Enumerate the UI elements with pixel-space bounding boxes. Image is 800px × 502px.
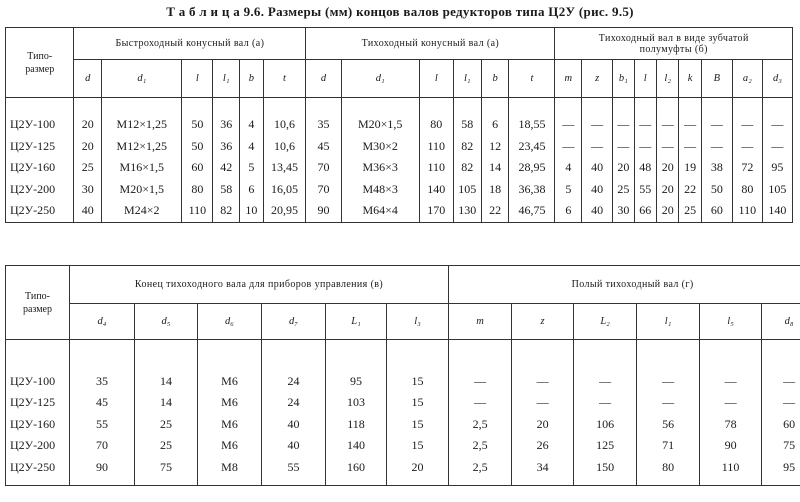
column-symbol: b [481,60,509,98]
column-symbol: d [306,60,341,98]
table-cell: 5 [565,181,572,196]
table-cell: 15 [411,416,424,431]
table-cell: 20 [617,160,630,174]
table-cell: 25 [684,203,697,217]
column-symbol: l [419,60,453,98]
table-cell: 82 [220,203,233,217]
table-cell: 40 [591,181,604,196]
table-cell: — [724,395,737,410]
column-symbol: l₁ [453,60,481,98]
value-column [512,340,574,486]
table-cell: — [661,138,674,153]
spacer [582,98,612,114]
value-column [341,98,419,223]
column-symbol: t [509,60,555,98]
table-cell: — [741,117,754,131]
table-cell: 105 [458,181,477,196]
value-column [387,340,449,486]
table-cell: 42 [220,160,233,174]
table-cell: 30 [81,181,94,196]
table-cell: — [617,117,630,131]
column-symbol: z [582,60,613,98]
tipo-name: Ц2У-160 [10,416,56,431]
column-symbol: L₂ [574,304,637,340]
table-cell: 80 [430,117,443,131]
table-cell: 2,5 [472,438,488,453]
value-column [306,98,341,223]
table-cell: 22 [489,203,502,217]
tipo-name: Ц2У-250 [10,459,56,474]
spacer [306,98,340,114]
value-column [262,340,326,486]
table-cell: 10,6 [273,138,295,153]
table-cell: М8 [221,459,238,474]
table-cell: — [710,117,723,131]
value-column [326,340,387,486]
table-cell: 26 [536,438,549,453]
table-cell: — [783,373,796,388]
value-column [700,340,762,486]
table-cell: 35 [317,117,330,131]
table-cell: 36,38 [518,181,546,196]
table-cell: 70 [317,181,330,196]
table-cell: 78 [724,416,737,431]
spacer [637,347,699,371]
value-column [449,340,512,486]
value-column [198,340,262,486]
tipo-header [6,28,74,98]
table-cell: 4 [565,160,572,174]
table-cell: 48 [639,160,652,174]
table-cell: 2,5 [472,459,488,474]
value-column [70,340,135,486]
table-cell: 50 [191,117,204,131]
tipo-names-cell-lower [6,340,70,486]
table-cell: 140 [768,203,787,217]
table-cell: 25 [160,416,172,431]
spacer [342,98,419,114]
table-cell: 130 [458,203,477,217]
spacer [509,98,554,114]
group-header-hollow-shaft: Полый тихоходный вал (г) [449,266,800,304]
column-symbol: m [449,304,512,340]
table-cell: 110 [427,138,446,153]
spacer [449,347,511,371]
table-cell: 40 [591,160,604,174]
table-cell: 24 [287,373,300,388]
table-cell: 36 [220,138,233,153]
value-column [453,98,481,223]
spacer [213,98,239,114]
table-cell: 90 [96,459,108,474]
table-cell: 50 [710,181,723,196]
table-cell: М6 [221,373,238,388]
table-cell: 10 [245,203,258,217]
table-cell: 125 [596,438,615,453]
column-symbol: d₇ [262,304,326,340]
table-cell: — [536,373,549,388]
table-cell: 55 [287,459,300,474]
table-cell: 160 [347,459,365,474]
table-cell: — [662,395,675,410]
table-cell: 90 [724,438,737,453]
spacer [240,98,263,114]
table-cell: 20 [411,459,424,474]
column-symbol: b [240,60,264,98]
spacer [700,347,761,371]
tipo-name: Ц2У-200 [10,438,56,453]
column-symbol: d₅ [135,304,198,340]
value-column [732,98,762,223]
column-symbol: b₁ [613,60,634,98]
group-header-control-shaft: Конец тихоходного вала для приборов управления (в) [70,266,449,304]
group-header-gear-coupling-shaft [555,28,793,60]
table-cell: — [474,395,487,410]
column-symbol: a₂ [732,60,762,98]
table-cell: 103 [347,395,365,410]
table-cell: 106 [596,416,615,431]
column-symbol: l₅ [700,304,762,340]
column-symbol: l₃ [387,304,449,340]
spacer [264,98,306,114]
table-cell: 60 [783,416,796,431]
value-column [419,98,453,223]
table-cell: 14 [160,395,172,410]
table-title: Т а б л и ц а 9.6. Размеры (мм) концов валов редукторов типа Ц2У (рис. 9.5) [166,4,634,19]
table-cell: — [599,373,612,388]
table-cell: 36 [220,117,233,131]
table-cell: 95 [783,459,796,474]
spacer [74,98,101,114]
table-cell: 25 [81,160,94,174]
table-cell: М20×1,5 [119,181,164,196]
tipo-name: Ц2У-125 [10,395,56,410]
table-cell: — [617,138,630,153]
table-cell: 110 [738,203,757,217]
table-cell: 28,95 [518,160,546,174]
table-cell: 18 [489,181,502,196]
tipo-name: Ц2У-125 [10,138,56,153]
table-cell: 110 [188,203,207,217]
column-symbol: d₁ [341,60,419,98]
table-cell: 140 [427,181,446,196]
table-cell: 2,5 [472,416,488,431]
table-cell: 20 [661,181,674,196]
table-cell: 45 [96,395,108,410]
table-cell: 66 [639,203,652,217]
spacer [635,98,656,114]
tipo-name: Ц2У-100 [10,117,56,131]
table-cell: 25 [617,181,630,196]
table-cell: М24×2 [124,203,160,217]
table-cell: — [562,138,575,153]
spacer [182,98,212,114]
column-symbol: d [74,60,102,98]
spacer [702,98,732,114]
table-cell: 19 [684,160,697,174]
column-symbol: L₁ [326,304,387,340]
table-cell: М30×2 [362,138,398,153]
table-cell: 24 [287,395,300,410]
table-cell: 4 [248,138,255,153]
table-cell: 15 [411,395,424,410]
table-cell: 40 [287,438,300,453]
table-cell: 20 [81,138,94,153]
table-cell: 140 [347,438,365,453]
table-cell: 82 [461,138,474,153]
table-cell: 14 [160,373,172,388]
table-cell: 6 [565,203,572,217]
table-cell: М16×1,5 [119,160,164,174]
table-cell: — [599,395,612,410]
table-cell: 22 [684,181,697,196]
table-cell: — [724,373,737,388]
table-cell: 40 [591,203,604,217]
value-column [574,340,637,486]
table-lower [5,265,800,486]
table-cell: — [639,138,652,153]
table-cell: 38 [710,160,723,174]
table-cell: М64×4 [362,203,398,217]
value-column [74,98,102,223]
table-cell: 14 [489,160,502,174]
column-symbol: l₂ [656,60,678,98]
table-cell: М12×1,25 [116,117,167,131]
group-header-gear-coupling-text: Тихоходный вал в виде зубчатой полумуфты (б) [598,32,749,55]
value-column [509,98,555,223]
value-column [182,98,213,223]
spacer [198,347,261,371]
table-cell: 58 [220,181,233,196]
table-cell: М36×3 [362,160,398,174]
tipo-name: Ц2У-200 [10,181,56,196]
value-column [762,340,800,486]
value-column [263,98,306,223]
table-cell: — [661,117,674,131]
spacer [387,347,448,371]
column-symbol: l [182,60,213,98]
table-cell: 46,75 [518,203,546,217]
table-cell: 13,45 [270,160,298,174]
table-cell: 20 [661,203,674,217]
table-cell: М6 [221,416,238,431]
table-cell: 80 [662,459,675,474]
table-cell: 110 [721,459,740,474]
spacer [679,98,700,114]
value-column [582,98,613,223]
column-symbol: d₄ [70,304,135,340]
table-cell: 4 [248,117,255,131]
tipo-names-cell [6,98,74,223]
table-cell: 18,55 [518,117,546,131]
table-cell: 25 [160,438,172,453]
spacer [733,98,762,114]
table-cell: 35 [96,373,108,388]
value-column [656,98,678,223]
table-cell: 95 [350,373,362,388]
table-cell: 6 [492,117,499,131]
spacer [763,98,792,114]
spacer [420,98,453,114]
table-cell: — [639,117,652,131]
table-cell: 15 [411,373,424,388]
table-cell: — [662,373,675,388]
column-symbol: l₁ [213,60,240,98]
table-cell: — [591,117,604,131]
spacer [262,347,325,371]
table-cell: 110 [427,160,446,174]
spacer [657,98,678,114]
table-cell: 105 [768,181,787,196]
table-cell: 72 [741,160,754,174]
table-cell: — [771,117,784,131]
spacer [454,98,481,114]
spacer [482,98,509,114]
table-cell: 70 [96,438,108,453]
value-column [555,98,582,223]
table-cell: — [562,117,575,131]
column-symbol: t [263,60,306,98]
table-cell: 75 [160,459,172,474]
spacer [555,98,581,114]
tipo-name: Ц2У-160 [10,160,56,174]
table-cell: 16,05 [270,181,298,196]
value-column [102,98,182,223]
tipo-header-lower-text: Типо- размер [22,290,52,315]
table-cell: 118 [347,416,365,431]
table-cell: 20 [661,160,674,174]
table-cell: 95 [771,160,784,174]
column-symbol: l₁ [637,304,700,340]
spacer [102,98,181,114]
table-upper [5,27,793,223]
table-cell: 71 [662,438,675,453]
value-column [701,98,732,223]
column-symbol: d₆ [198,304,262,340]
column-symbol: l [634,60,656,98]
table-cell: М6 [221,395,238,410]
tipo-header-lower [6,266,70,340]
table-cell: — [771,138,784,153]
table-cell: М48×3 [362,181,398,196]
table-cell: 60 [191,160,204,174]
group-header-slow-shaft: Тихоходный конусный вал (а) [306,28,555,60]
table-cell: 45 [317,138,330,153]
table-cell: — [536,395,549,410]
table-cell: 20,95 [270,203,298,217]
column-symbol: m [555,60,582,98]
table-cell: — [684,138,697,153]
table-cell: 30 [617,203,630,217]
table-cell: 70 [317,160,330,174]
table-cell: 170 [427,203,446,217]
value-column [613,98,634,223]
table-cell: 90 [317,203,330,217]
value-column [135,340,198,486]
table-cell: 75 [783,438,796,453]
tipo-header-text: Типо- размер [25,50,55,75]
table-cell: 6 [248,181,255,196]
table-cell: 50 [191,138,204,153]
table-cell: 150 [596,459,615,474]
column-symbol: B [701,60,732,98]
table-cell: — [741,138,754,153]
table-cell: 5 [248,160,255,174]
table-cell: 56 [662,416,675,431]
column-symbol: d₈ [762,304,800,340]
spacer [574,347,636,371]
spacer [613,98,633,114]
spacer [762,347,800,371]
spacer [135,347,197,371]
table-cell: 10,6 [273,117,295,131]
table-cell: М6 [221,438,238,453]
value-column [213,98,240,223]
table-cell: 60 [710,203,723,217]
table-cell: М12×1,25 [116,138,167,153]
table-cell: — [710,138,723,153]
table-cell: 55 [96,416,108,431]
table-cell: 58 [461,117,474,131]
tipo-name: Ц2У-250 [10,203,56,217]
table-cell: — [591,138,604,153]
group-header-fast-shaft: Быстроходный конусный вал (а) [74,28,306,60]
table-cell: 12 [489,138,502,153]
value-column [634,98,656,223]
spacer [326,347,386,371]
value-column [481,98,509,223]
table-cell: 15 [411,438,424,453]
table-cell: 80 [741,181,754,196]
table-cell: 82 [461,160,474,174]
column-symbol: d₃ [762,60,792,98]
column-symbol: d₁ [102,60,182,98]
spacer [70,347,134,371]
table-cell: 40 [81,203,94,217]
value-column [240,98,264,223]
table-cell: М20×1,5 [357,117,403,131]
value-column [637,340,700,486]
value-column [762,98,792,223]
table-cell: — [783,395,796,410]
table-cell: 80 [191,181,204,196]
value-column [679,98,701,223]
tipo-name: Ц2У-100 [10,373,56,388]
table-cell: 23,45 [518,138,546,153]
column-symbol: k [679,60,701,98]
table-cell: 20 [81,117,94,131]
table-cell: 40 [287,416,300,431]
table-cell: 34 [536,459,549,474]
table-cell: 55 [639,181,652,196]
column-symbol: z [512,304,574,340]
spacer [512,347,573,371]
table-cell: 20 [536,416,549,431]
table-cell: — [474,373,487,388]
table-cell: — [684,117,697,131]
